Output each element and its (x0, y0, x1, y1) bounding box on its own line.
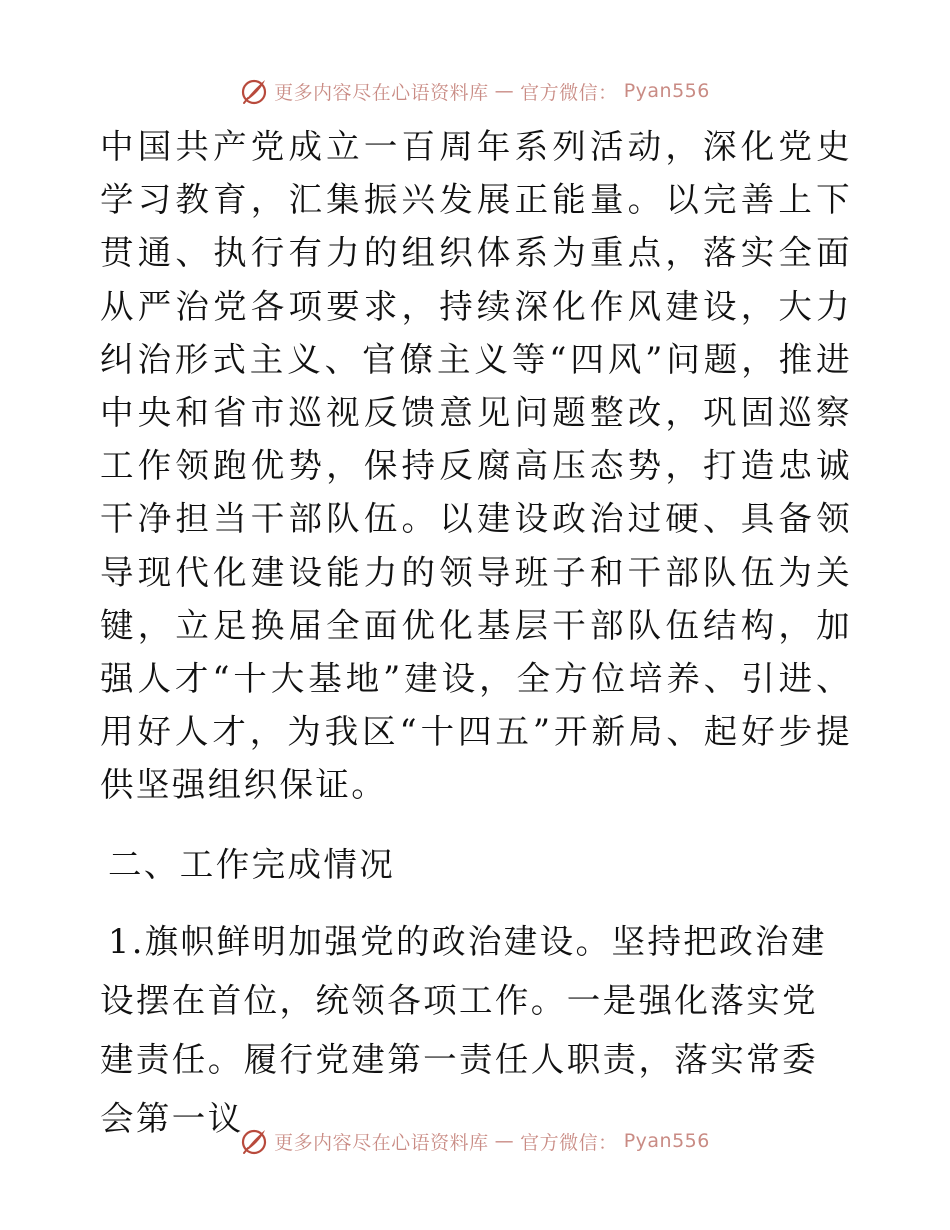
watermark-wechat-label: 官方微信： (520, 81, 618, 104)
footer-watermark (0, 1121, 950, 1161)
quill-logo-icon (240, 1127, 268, 1155)
body-paragraph-2-text: 1.旗帜鲜明加强党的政治建设。坚持把政治建设摆在首位，统领各项工作。一是强化落实党建责任。履行党建第一责任人职责，落实常委会第一议 (100, 922, 827, 1138)
body-paragraph-1: 中国共产党成立一百周年系列活动，深化党史学习教育，汇集振兴发展正能量。以完善上下贯通、执行有力的组织体系为重点，落实全面从严治党各项要求，持续深化作风建设，大力纠治形式主义、官僚主义等“四风”问题，推进中央和省市巡视反馈意见问题整改，巩固巡察工作领跑优势，保持反腐高压态势，打造忠诚干净担当干部队伍。以建设政治过硬、具备领导现代化建设能力的领导班子和干部队伍为关键，立足换届全面优化基层干部队伍结构，加强人才“十大基地”建设，全方位培养、引进、用好人才，为我区“十四五”开新局、起好步提供坚强组织保证。 (100, 127, 852, 805)
watermark-wechat-id: Pyan556 (623, 1130, 710, 1152)
section-heading: 二、工作完成情况 (108, 845, 396, 884)
watermark-separator: — (494, 1130, 515, 1152)
body-paragraph-2 (100, 912, 852, 1148)
header-watermark (0, 71, 950, 111)
quill-logo-icon (240, 77, 268, 105)
watermark-wechat-label: 官方微信： (520, 1131, 618, 1154)
watermark-separator: — (494, 80, 515, 102)
watermark-brand-text: 更多内容尽在心语资料库 (274, 81, 489, 104)
document-body (100, 120, 852, 812)
watermark-wechat-id: Pyan556 (623, 80, 710, 102)
watermark-brand-text: 更多内容尽在心语资料库 (274, 1131, 489, 1154)
